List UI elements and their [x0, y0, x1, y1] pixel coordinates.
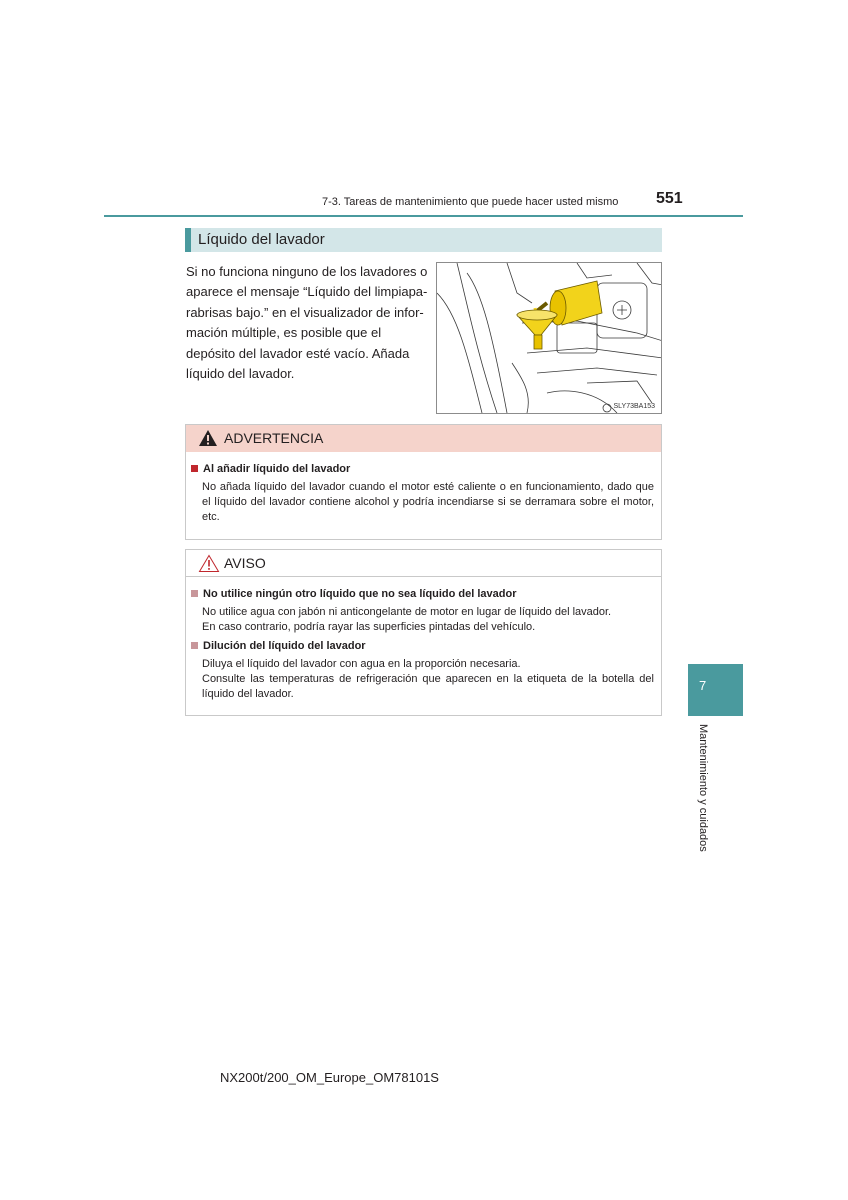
section-heading	[185, 228, 662, 252]
page-number: 551	[656, 190, 683, 207]
warning-box	[185, 424, 662, 540]
chapter-tab	[688, 664, 743, 716]
bullet-square-icon	[191, 465, 198, 472]
caution-icon	[198, 554, 220, 573]
intro-line: líquido del lavador.	[186, 366, 295, 382]
notice-item-heading	[191, 640, 366, 652]
section-title: Líquido del lavador	[198, 231, 325, 248]
notice-item-text	[202, 605, 654, 635]
warning-title: ADVERTENCIA	[224, 430, 324, 446]
intro-line: Si no funciona ninguno de los lavadores o	[186, 264, 428, 279]
notice-item-title: Dilución del líquido del lavador	[203, 640, 366, 652]
warning-icon	[198, 429, 218, 447]
text-line: el líquido del lavador contiene alcohol y podría incendiarse si se derramara sobre el motor,	[202, 496, 654, 508]
chapter-side-label: Mantenimiento y cuidados	[697, 724, 709, 852]
notice-item-title: No utilice ningún otro líquido que no sea líquido del lavador	[203, 588, 517, 600]
intro-line: rabrisas bajo.” en el visualizador de infor-	[186, 304, 424, 320]
washer-fill-drawing	[437, 263, 662, 414]
chapter-header: 7-3. Tareas de mantenimiento que puede hacer usted mismo	[322, 196, 619, 208]
text-line: En caso contrario, podría rayar las superficies pintadas del vehículo.	[202, 621, 536, 633]
notice-item-heading	[191, 588, 517, 600]
intro-line: depósito del lavador esté vacío. Añada	[186, 345, 410, 361]
bullet-square-icon	[191, 642, 198, 649]
engine-bay-illustration	[436, 262, 662, 414]
header-rule	[104, 215, 743, 217]
intro-paragraph	[186, 262, 426, 384]
notice-box	[185, 549, 662, 716]
text-line: etc.	[202, 511, 220, 523]
notice-item-text	[202, 657, 654, 702]
illustration-code: SLY73BA153	[613, 403, 655, 410]
intro-line: mación múltiple, es posible que el	[186, 325, 382, 341]
text-line: líquido del lavador.	[202, 688, 294, 700]
notice-title-bar	[186, 550, 661, 577]
warning-item-title: Al añadir líquido del lavador	[203, 463, 351, 475]
text-line: Diluya el líquido del lavador con agua en la proporción necesaria.	[202, 658, 521, 670]
warning-title-bar	[186, 425, 661, 452]
text-line: No añada líquido del lavador cuando el motor esté caliente o en funcionamiento, dado que	[202, 481, 654, 493]
text-line: Consulte las temperaturas de refrigeración que aparecen en la etiqueta de la botella del	[202, 673, 654, 685]
document-code: NX200t/200_OM_Europe_OM78101S	[220, 1070, 439, 1085]
warning-item-heading	[191, 463, 350, 475]
intro-line: aparece el mensaje “Líquido del limpiapa-	[186, 284, 428, 300]
bullet-square-icon	[191, 590, 198, 597]
text-line: No utilice agua con jabón ni anticongelante de motor en lugar de líquido del lavador.	[202, 606, 612, 618]
notice-title: AVISO	[224, 555, 266, 571]
chapter-number: 7	[699, 678, 707, 693]
warning-item-text	[202, 480, 654, 525]
